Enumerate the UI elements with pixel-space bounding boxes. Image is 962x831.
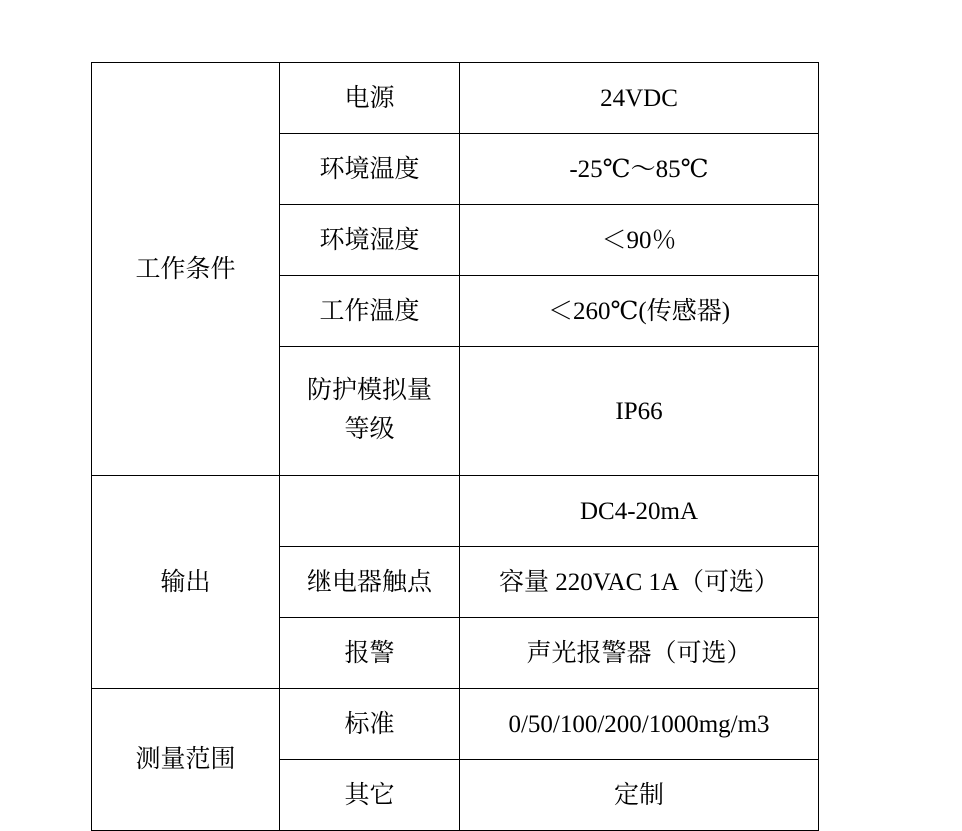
item-label-power: 电源 xyxy=(280,63,460,134)
item-label-protection-grade-line1: 防护模拟量 xyxy=(306,377,432,405)
item-label-standard: 标准 xyxy=(280,689,460,760)
table-row xyxy=(92,689,819,760)
table-row xyxy=(92,63,819,134)
item-label-protection-grade-line2: 等级 xyxy=(344,416,395,443)
item-value-relay-contact: 容量 220VAC 1A（可选） xyxy=(460,547,819,618)
item-label-relay-contact: 继电器触点 xyxy=(280,547,460,618)
specification-table xyxy=(91,62,819,831)
item-value-ambient-temperature: -25℃～85℃ xyxy=(460,134,819,205)
item-value-ambient-humidity: ＜90％ xyxy=(460,205,819,276)
item-label-other: 其它 xyxy=(280,760,460,831)
item-label-output-current xyxy=(280,476,460,547)
item-label-ambient-humidity: 环境湿度 xyxy=(280,205,460,276)
item-value-power: 24VDC xyxy=(460,63,819,134)
item-label-alarm: 报警 xyxy=(280,618,460,689)
item-label-ambient-temperature: 环境温度 xyxy=(280,134,460,205)
group-label-measuring-range: 测量范围 xyxy=(92,689,280,831)
item-value-other: 定制 xyxy=(460,760,819,831)
item-label-working-temperature: 工作温度 xyxy=(280,276,460,347)
item-value-working-temperature: ＜260℃(传感器) xyxy=(460,276,819,347)
item-label-protection-grade xyxy=(280,347,460,476)
item-value-protection-grade: IP66 xyxy=(460,347,819,476)
item-value-standard: 0/50/100/200/1000mg/m3 xyxy=(460,689,819,760)
table-row xyxy=(92,476,819,547)
group-label-output: 输出 xyxy=(92,476,280,689)
item-value-output-current: DC4-20mA xyxy=(460,476,819,547)
group-label-working-conditions: 工作条件 xyxy=(92,63,280,476)
item-value-alarm: 声光报警器（可选） xyxy=(460,618,819,689)
